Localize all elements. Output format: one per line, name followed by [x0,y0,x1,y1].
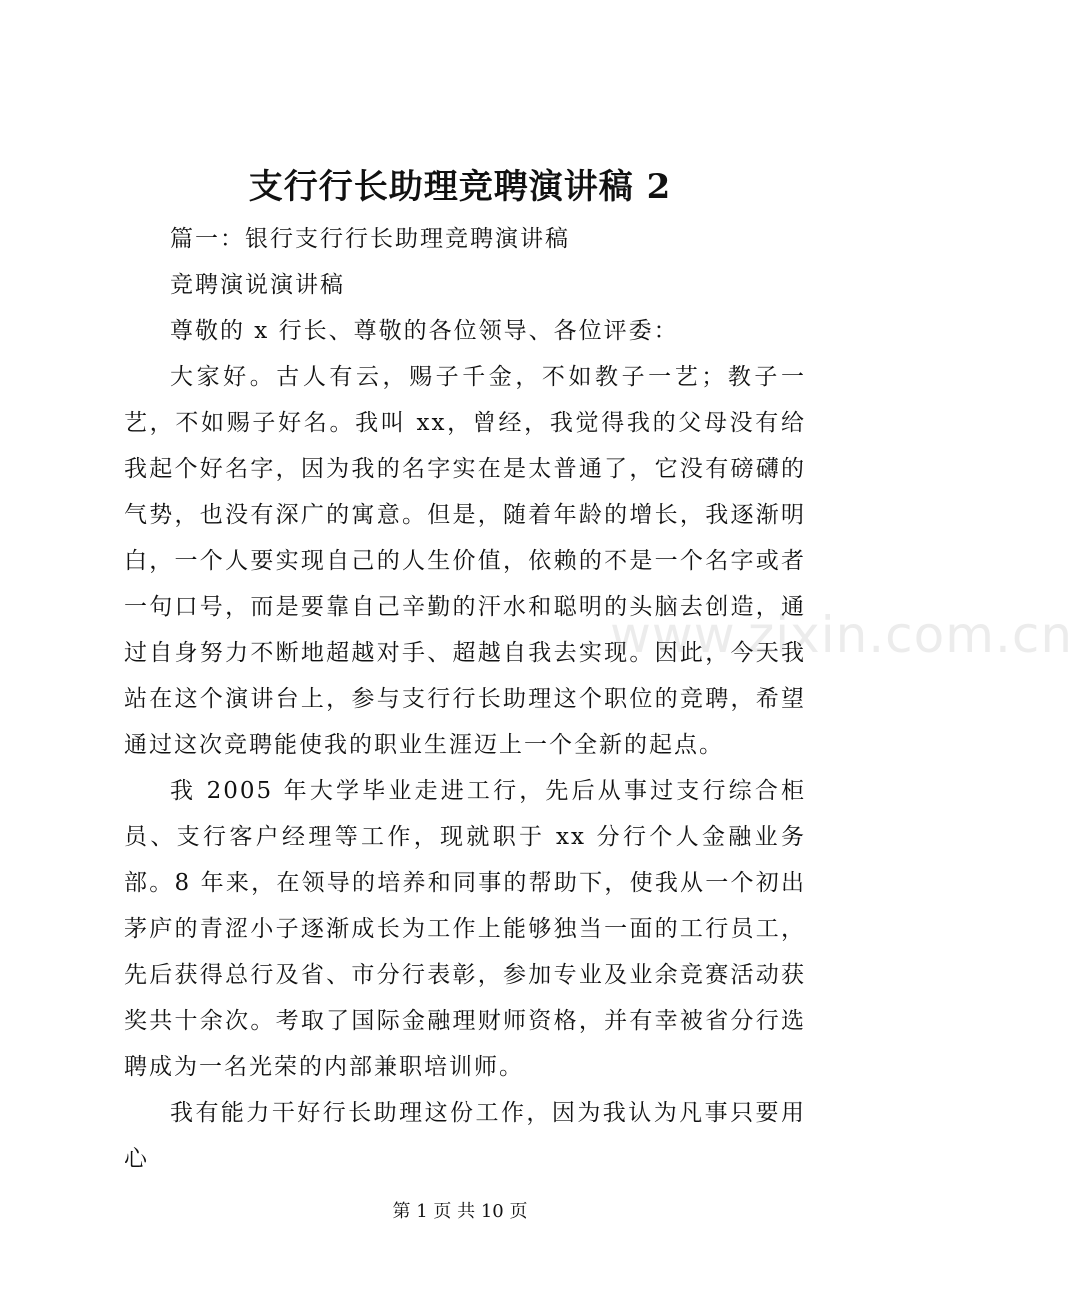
watermark: www.zixin.com.cn [610,606,1073,664]
paragraph-body: 我 2005 年大学毕业走进工行，先后从事过支行综合柜员、支行客户经理等工作，现就职于 xx 分行个人金融业务部。8 年来，在领导的培养和同事的帮助下，使我从一个初出茅庐的青涩小子逐渐成长为工作上能够独当一面的工行员工，先后获得总行及省、市分行表彰，参加专业及业余竞赛活动获奖共十余次。考取了国际金融理财师资格，并有幸被省分行选聘成为一名光荣的内部兼职培训师。 [124,778,806,1080]
paragraph-body: 大家好。古人有云，赐子千金，不如教子一艺；教子一艺，不如赐子好名。我叫 xx，曾经，我觉得我的父母没有给我起个好名字，因为我的名字实在是太普通了，它没有磅礴的气势，也没有深广的寓意。但是，随着年龄的增长，我逐渐明白，一个人要实现自己的人生价值，依赖的不是一个名字或者一句口号，而是要靠自己辛勤的汗水和聪明的头脑去创造，通过自身努力不断地超越对手、超越自我去实现。因此，今天我站在这个演讲台上，参与支行行长助理这个职位的竞聘，希望通过这次竞聘能使我的职业生涯迈上一个全新的起点。 [124,364,806,758]
paragraph-salutation: 尊敬的 x 行长、尊敬的各位领导、各位评委： [170,318,679,344]
page-footer: 第 1 页 共 10 页 [392,1201,528,1222]
document-body [124,216,806,1182]
paragraph-body: 我有能力干好行长助理这份工作，因为我认为凡事只要用心 [124,1100,806,1172]
paragraph-section-heading: 篇一：银行支行行长助理竞聘演讲稿 [170,226,570,252]
document-title: 支行行长助理竞聘演讲稿 2 [248,167,672,207]
paragraph-subtitle: 竞聘演说演讲稿 [170,272,345,298]
